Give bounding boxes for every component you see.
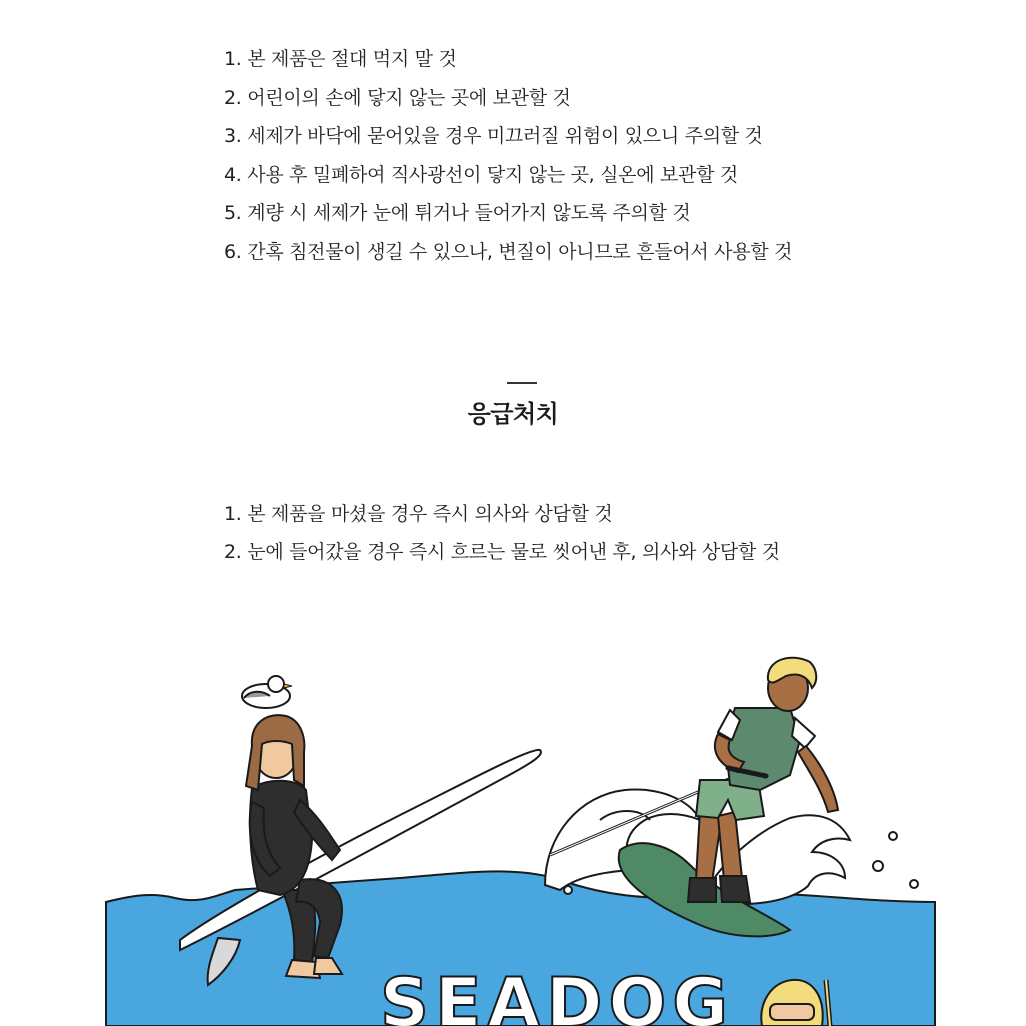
list-item: 4. 사용 후 밀폐하여 직사광선이 닿지 않는 곳, 실온에 보관할 것 [224,163,738,186]
section-title: 응급처치 [467,400,559,428]
foam-dot [564,886,572,894]
list-item: 5. 계량 시 세제가 눈에 튀거나 들어가지 않도록 주의할 것 [224,202,691,224]
list-item: 6. 간혹 침전물이 생길 수 있으나, 변질이 아니므로 흔들어서 사용할 것 [224,240,793,263]
section-divider [507,382,537,384]
brand-logo: SEADOG [380,964,735,1026]
foam-dot [910,880,918,888]
surf-illustration [0,640,1026,1026]
foam-dot [889,832,897,840]
list-item: 1. 본 제품은 절대 먹지 말 것 [224,48,457,70]
list-item: 3. 세제가 바닥에 묻어있을 경우 미끄러질 위험이 있으니 주의할 것 [224,125,763,147]
list-item: 2. 어린이의 손에 닿지 않는 곳에 보관할 것 [224,86,571,109]
foam-dot [873,861,883,871]
precautions-list [224,40,792,271]
list-item: 2. 눈에 들어갔을 경우 즉시 흐르는 물로 씻어낸 후, 의사와 상담할 것 [224,541,780,563]
first-aid-list [224,495,780,571]
list-item: 1. 본 제품을 마셨을 경우 즉시 의사와 상담할 것 [224,503,613,525]
